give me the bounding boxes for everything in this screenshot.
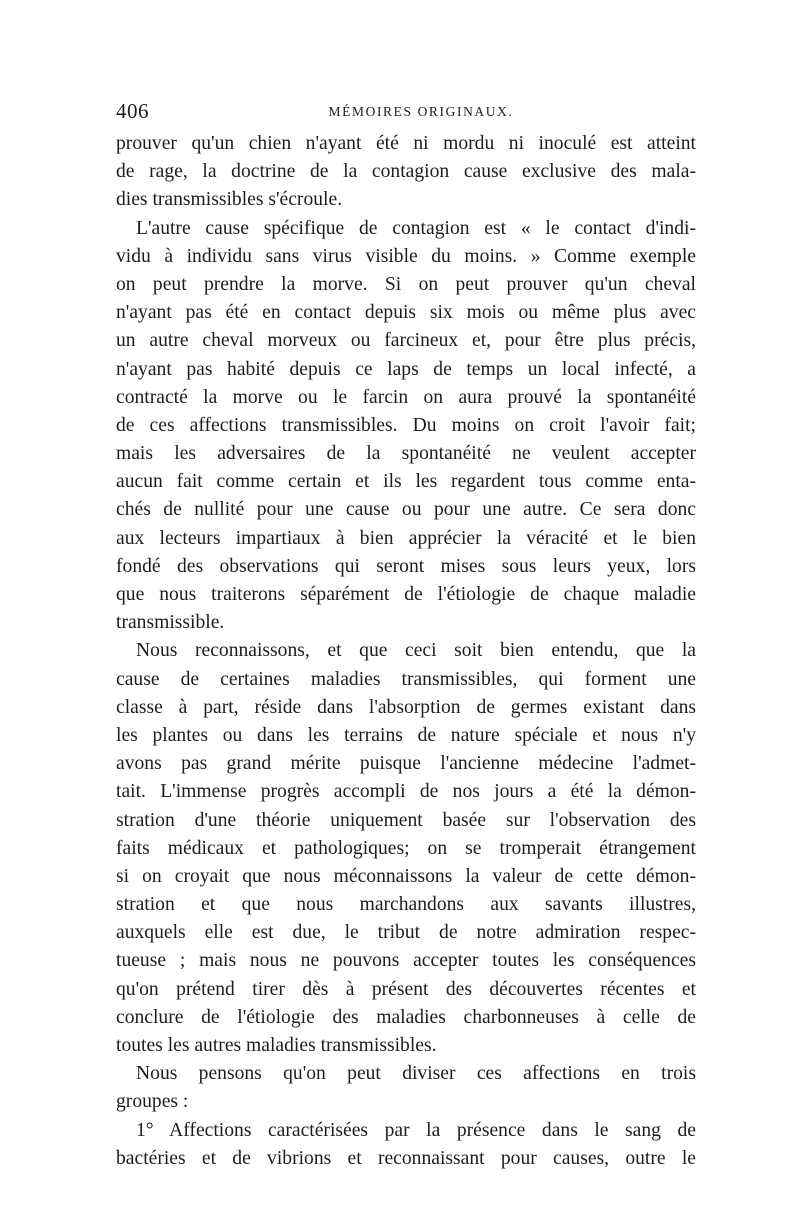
text-line: Nous pensons qu'on peut diviser ces affections en trois	[136, 1063, 696, 1085]
text-line: tait. L'immense progrès accompli de nos jours a été la démon-	[116, 781, 696, 803]
text-line: n'ayant pas été en contact depuis six mois ou même plus avec	[116, 302, 696, 324]
running-head: MÉMOIRES ORIGINAUX.	[328, 104, 514, 119]
text-line: bactéries et de vibrions et reconnaissant pour causes, outre le	[116, 1147, 696, 1169]
text-line: stration et que nous marchandons aux savants illustres,	[116, 894, 696, 916]
page-header	[116, 96, 696, 126]
text-line: groupes :	[116, 1091, 189, 1113]
text-line: aux lecteurs impartiaux à bien apprécier la véracité et le bien	[116, 527, 696, 549]
text-line: classe à part, réside dans l'absorption de germes existant dans	[116, 696, 696, 718]
text-line: toutes les autres maladies transmissibles.	[116, 1035, 437, 1056]
text-line: qu'on prétend tirer dès à présent des découvertes récentes et	[116, 978, 696, 1000]
text-line: tueuse ; mais nous ne pouvons accepter toutes les conséquences	[116, 950, 696, 972]
text-line: dies transmissibles s'écroule.	[116, 189, 343, 211]
text-line: auxquels elle est due, le tribut de notre admiration respec-	[116, 922, 696, 944]
text-line: 1° Affections caractérisées par la présence dans le sang de	[136, 1119, 696, 1141]
text-line: de ces affections transmissibles. Du moins on croit l'avoir fait;	[116, 414, 696, 436]
text-line: avons pas grand mérite puisque l'ancienne médecine l'admet-	[116, 753, 696, 775]
text-line: contracté la morve ou le farcin on aura prouvé la spontanéité	[116, 386, 696, 408]
text-line: Nous reconnaissons, et que ceci soit bien entendu, que la	[136, 640, 696, 662]
text-line: fondé des observations qui seront mises sous leurs yeux, lors	[116, 555, 696, 577]
text-line: L'autre cause spécifique de contagion est « le contact d'indi-	[136, 217, 696, 239]
page-number: 406	[116, 99, 149, 123]
text-line: cause de certaines maladies transmissibles, qui forment une	[116, 668, 696, 690]
text-line: un autre cheval morveux ou farcineux et, pour être plus précis,	[116, 330, 696, 352]
text-line: que nous traiterons séparément de l'étiologie de chaque maladie	[116, 584, 696, 605]
text-line: stration d'une théorie uniquement basée sur l'observation des	[116, 809, 696, 831]
text-line: prouver qu'un chien n'ayant été ni mordu ni inoculé est atteint	[116, 133, 696, 154]
text-line: si on croyait que nous méconnaissons la valeur de cette démon-	[116, 865, 696, 887]
text-line: mais les adversaires de la spontanéité ne veulent accepter	[116, 443, 696, 465]
text-line: conclure de l'étiologie des maladies charbonneuses à celle de	[116, 1006, 696, 1028]
text-line: faits médicaux et pathologiques; on se tromperait étrangement	[116, 837, 696, 859]
text-line: n'ayant pas habité depuis ce laps de temps un local infecté, a	[116, 358, 696, 380]
text-line: transmissible.	[116, 612, 225, 634]
text-line: on peut prendre la morve. Si on peut prouver qu'un cheval	[116, 273, 696, 295]
text-line: vidu à individu sans virus visible du moins. » Comme exemple	[116, 245, 696, 267]
text-line: de rage, la doctrine de la contagion cause exclusive des mala-	[116, 161, 696, 183]
text-line: chés de nullité pour une cause ou pour une autre. Ce sera donc	[116, 499, 696, 521]
text-line: les plantes ou dans les terrains de nature spéciale et nous n'y	[116, 724, 696, 746]
body-text	[116, 130, 696, 1173]
text-line: aucun fait comme certain et ils les regardent tous comme enta-	[116, 471, 696, 493]
